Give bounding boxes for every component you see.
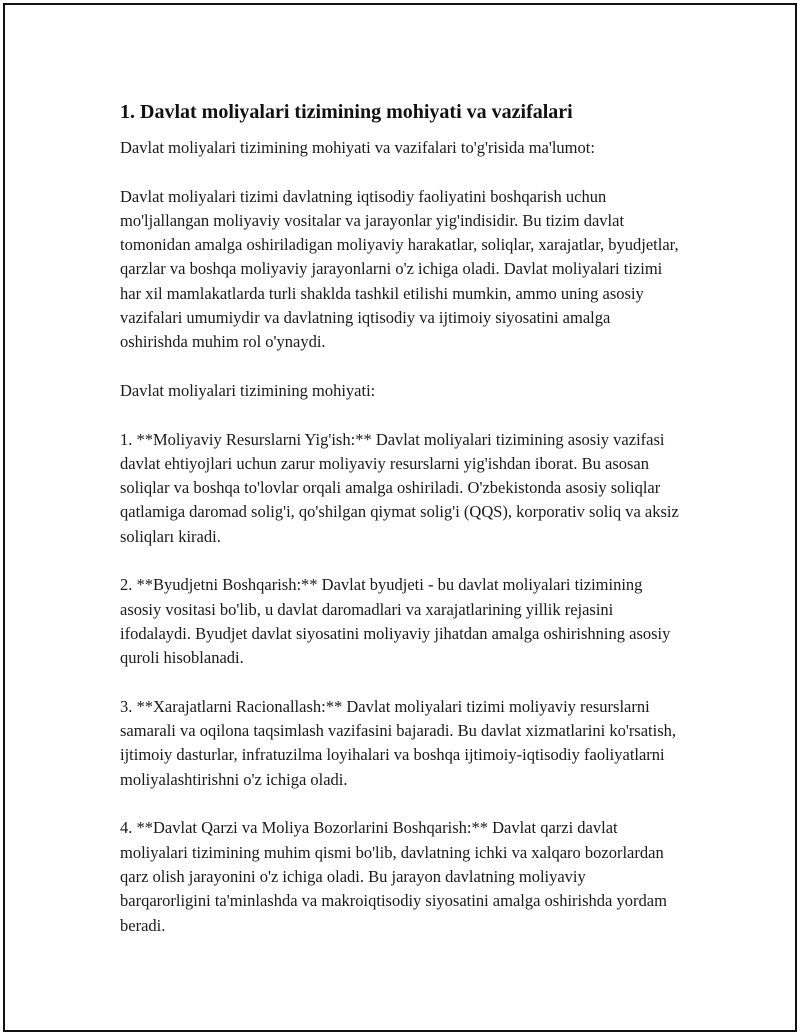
list-item-paragraph: 2. **Byudjetni Boshqarish:** Davlat byudjeti - bu davlat moliyalari tizimining asosiy vositasi bo'lib, u davlat daromadlari va xarajatlarining yillik rejasini ifodalaydi. Byudjet davlat siyosatini moliyaviy jihatdan amalga oshirishning asosiy quroli hisoblanadi. [120, 575, 671, 668]
section-heading-paragraph: Davlat moliyalari tizimining mohiyati: [120, 380, 376, 400]
document-title: 1. Davlat moliyalari tizimining mohiyati va vazifalari [120, 101, 573, 123]
list-item-paragraph: 4. **Davlat Qarzi va Moliya Bozorlarini Boshqarish:** Davlat qarzi davlat moliyalari tizimining muhim qismi bo'lib, davlatning ichki va xalqaro bozorlardan qarz olish jarayonini o'z ichiga oladi. Bu jarayon davlatning moliyaviy barqarorligini ta'minlashda va makroiqtisodiy siyosatini amalga oshirishda yordam beradi. [120, 818, 667, 935]
overview-paragraph: Davlat moliyalari tizimi davlatning iqtisodiy faoliyatini boshqarish uchun mo'ljallangan moliyaviy vositalar va jarayonlar yig'indisidir. Bu tizim davlat tomonidan amalga oshiriladigan moliyaviy harakatlar, soliqlar, xarajatlar, byudjetlar, qarzlar va boshqa moliyaviy jarayonlarni o'z ichiga oladi. Davlat moliyalari tizimi har xil mamlakatlarda turli shaklda tashkil etilishi mumkin, ammo uning asosiy vazifalari umumiydir va davlatning iqtisodiy va ijtimoiy siyosatini amalga oshirishda muhim rol o'ynaydi. [120, 186, 679, 352]
list-item-paragraph: 3. **Xarajatlarni Racionallash:** Davlat moliyalari tizimi moliyaviy resurslarni samarali va oqilona taqsimlash vazifasini bajaradi. Bu davlat xizmatlarini ko'rsatish, ijtimoiy dasturlar, infratuzilma loyihalari va boshqa ijtimoiy-iqtisodiy faoliyatlarni moliyalashtirishni o'z ichiga oladi. [120, 696, 677, 789]
document-body [120, 99, 680, 962]
list-item-paragraph: 1. **Moliyaviy Resurslarni Yig'ish:** Davlat moliyalari tizimining asosiy vazifasi davlat ehtiyojlari uchun zarur moliyaviy resurslarni yig'ishdan iborat. Bu asosan soliqlar va boshqa to'lovlar orqali amalga oshiriladi. O'zbekistonda asosiy soliqlar qatlamiga daromad solig'i, qo'shilgan qiymat solig'i (QQS), korporativ soliq va aksiz soliqları kiradi. [120, 429, 679, 546]
intro-paragraph: Davlat moliyalari tizimining mohiyati va vazifalari to'g'risida ma'lumot: [120, 138, 595, 157]
page-frame [3, 3, 797, 1032]
